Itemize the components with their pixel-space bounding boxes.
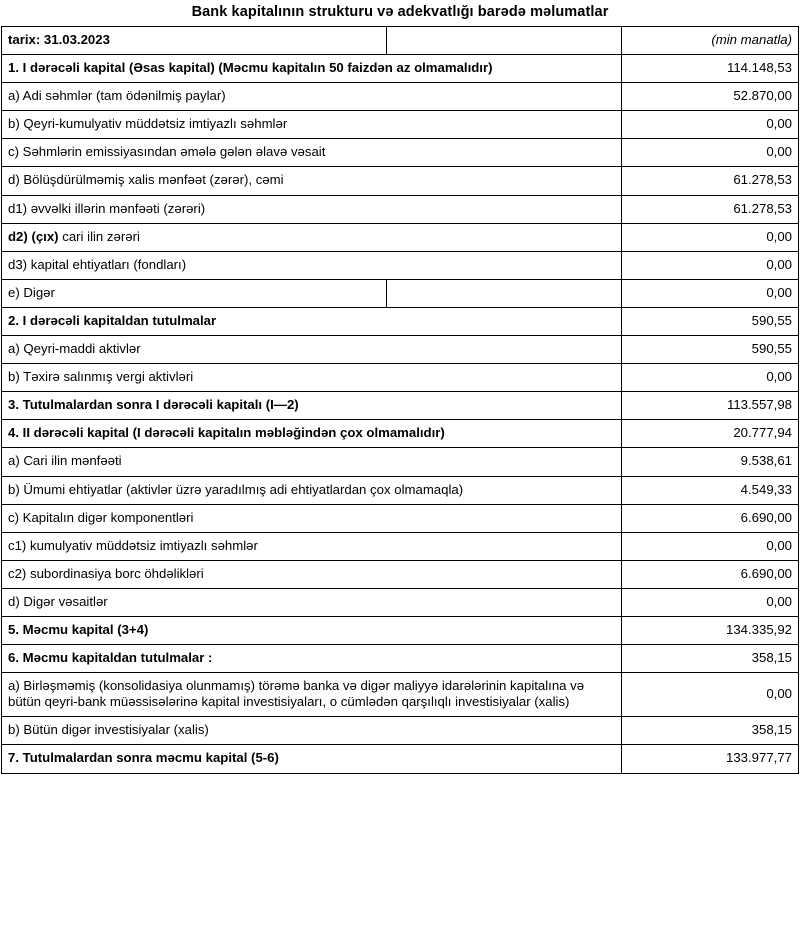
table-row <box>2 364 799 392</box>
row-label: e) Digər <box>2 279 387 307</box>
table-row <box>2 139 799 167</box>
table-row <box>2 717 799 745</box>
row-value: 113.557,98 <box>622 392 799 420</box>
row-value: 6.690,00 <box>622 504 799 532</box>
row-label: c1) kumulyativ müddətsiz imtiyazlı səhmlər <box>2 532 622 560</box>
row-value: 134.335,92 <box>622 616 799 644</box>
row-value: 4.549,33 <box>622 476 799 504</box>
row-label: 3. Tutulmalardan sonra I dərəcəli kapitalı (I—2) <box>2 392 622 420</box>
table-row <box>2 673 799 717</box>
row-value: 0,00 <box>622 673 799 717</box>
row-label: a) Qeyri-maddi aktivlər <box>2 336 622 364</box>
table-row <box>2 195 799 223</box>
table-row <box>2 504 799 532</box>
table-body <box>2 27 799 55</box>
row-label: a) Cari ilin mənfəəti <box>2 448 622 476</box>
row-label-emphasis: d2) (çıx) <box>8 228 59 244</box>
row-label: b) Təxirə salınmış vergi aktivləri <box>2 364 622 392</box>
row-value: 61.278,53 <box>622 167 799 195</box>
row-label: b) Ümumi ehtiyatlar (aktivlər üzrə yaradılmış adi ehtiyatlardan çox olmamaqla) <box>2 476 622 504</box>
table-row <box>2 745 799 773</box>
row-label: d) Digər vəsaitlər <box>2 588 622 616</box>
row-value: 114.148,53 <box>622 55 799 83</box>
row-label: c) Səhmlərin emissiyasından əmələ gələn əlavə vəsait <box>2 139 622 167</box>
row-label: b) Qeyri-kumulyativ müddətsiz imtiyazlı səhmlər <box>2 111 622 139</box>
row-value: 358,15 <box>622 717 799 745</box>
row-value: 0,00 <box>622 588 799 616</box>
row-label: 2. I dərəcəli kapitaldan tutulmalar <box>2 307 622 335</box>
row-value: 9.538,61 <box>622 448 799 476</box>
table-row <box>2 55 799 83</box>
table-row <box>2 83 799 111</box>
capital-structure-table <box>1 26 799 774</box>
row-label: 6. Məcmu kapitaldan tutulmalar : <box>2 645 622 673</box>
row-value: 590,55 <box>622 336 799 364</box>
table-row <box>2 560 799 588</box>
row-value: 0,00 <box>622 111 799 139</box>
row-label: 4. II dərəcəli kapital (I dərəcəli kapitalın məbləğindən çox olmamalıdır) <box>2 420 622 448</box>
table-row <box>2 279 799 307</box>
row-label: b) Bütün digər investisiyalar (xalis) <box>2 717 622 745</box>
table-row <box>2 392 799 420</box>
table-row <box>2 476 799 504</box>
table-row <box>2 532 799 560</box>
row-value: 0,00 <box>622 532 799 560</box>
row-value: 61.278,53 <box>622 195 799 223</box>
table-row <box>2 448 799 476</box>
table-row <box>2 251 799 279</box>
row-value: 20.777,94 <box>622 420 799 448</box>
row-label: a) Birləşməmiş (konsolidasiya olunmamış) törəmə banka və digər maliyyə idarələrinin kapitalına və bütün qeyri-bank müəssisələrinə kapital investisiyaları, o cümlədən qarşılıqlı investisiyalar (xalis) <box>2 673 622 717</box>
row-label: 5. Məcmu kapital (3+4) <box>2 616 622 644</box>
row-label: d2) (çıx) cari ilin zərəri <box>2 223 622 251</box>
row-value: 0,00 <box>622 279 799 307</box>
table-row <box>2 336 799 364</box>
table-row <box>2 616 799 644</box>
row-value: 133.977,77 <box>622 745 799 773</box>
header-spacer-cell <box>387 27 622 55</box>
table-row <box>2 645 799 673</box>
row-value: 0,00 <box>622 139 799 167</box>
row-value: 0,00 <box>622 251 799 279</box>
row-label: c) Kapitalın digər komponentləri <box>2 504 622 532</box>
row-label: c2) subordinasiya borc öhdəlikləri <box>2 560 622 588</box>
table-row <box>2 111 799 139</box>
row-value: 358,15 <box>622 645 799 673</box>
row-label: 1. I dərəcəli kapital (Əsas kapital) (Məcmu kapitalın 50 faizdən az olmamalıdır) <box>2 55 622 83</box>
row-label: d3) kapital ehtiyatları (fondları) <box>2 251 622 279</box>
row-label: d1) əvvəlki illərin mənfəəti (zərəri) <box>2 195 622 223</box>
row-label: d) Bölüşdürülməmiş xalis mənfəət (zərər), cəmi <box>2 167 622 195</box>
row-value: 0,00 <box>622 364 799 392</box>
table-header-row <box>2 27 799 55</box>
row-value: 6.690,00 <box>622 560 799 588</box>
row-value: 52.870,00 <box>622 83 799 111</box>
table-rows <box>2 55 799 773</box>
row-value: 0,00 <box>622 223 799 251</box>
page-title: Bank kapitalının strukturu və adekvatlığı barədə məlumatlar <box>191 4 609 20</box>
row-label: a) Adi səhmlər (tam ödənilmiş paylar) <box>2 83 622 111</box>
report-date: tarix: 31.03.2023 <box>2 27 387 55</box>
table-row <box>2 223 799 251</box>
table-row <box>2 167 799 195</box>
row-value: 590,55 <box>622 307 799 335</box>
row-spacer-cell <box>387 279 622 307</box>
row-label: 7. Tutulmalardan sonra məcmu kapital (5-6) <box>2 745 622 773</box>
table-row <box>2 307 799 335</box>
table-row <box>2 588 799 616</box>
table-row <box>2 420 799 448</box>
unit-label: (min manatla) <box>622 27 799 55</box>
